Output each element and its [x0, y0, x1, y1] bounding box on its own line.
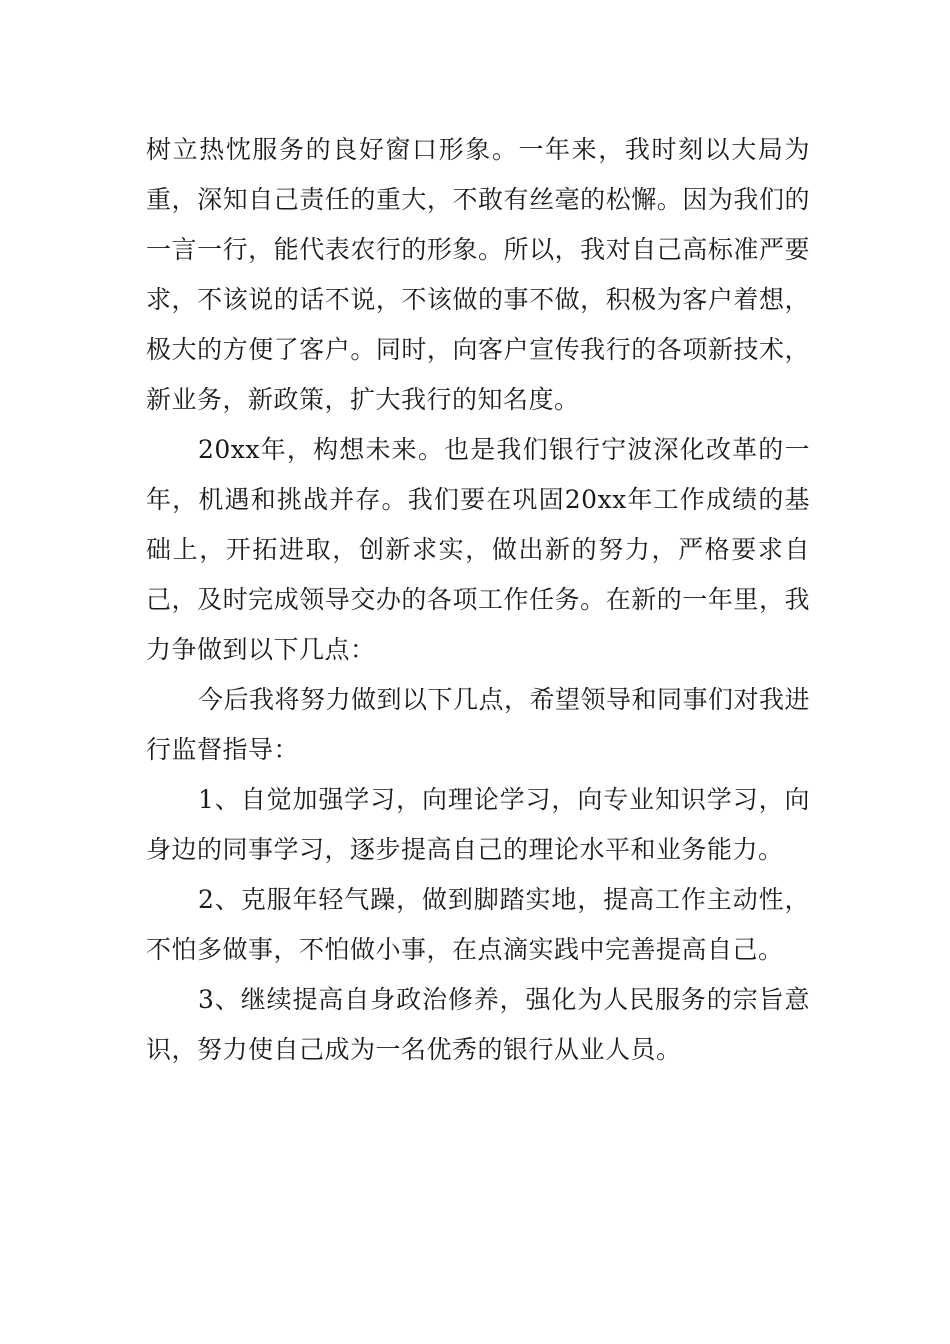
paragraph-future-outlook: 20xx年，构想未来。也是我们银行宁波深化改革的一年，机遇和挑战并存。我们要在巩固20xx年工作成绩的基础上，开拓进取，创新求实，做出新的努力，严格要求自己，及时完成领导交办的各项工作任务。在新的一年里，我力争做到以下几点： [146, 435, 810, 664]
paragraph-supervision-request: 今后我将努力做到以下几点，希望领导和同事们对我进行监督指导： [146, 685, 811, 764]
paragraph-point-2: 2、克服年轻气躁，做到脚踏实地，提高工作主动性，不怕多做事，不怕做小事，在点滴实践中完善提高自己。 [146, 885, 810, 964]
document-body [146, 125, 810, 1075]
paragraph-service-image: 树立热忱服务的良好窗口形象。一年来，我时刻以大局为重，深知自己责任的重大，不敢有丝毫的松懈。因为我们的一言一行，能代表农行的形象。所以，我对自己高标准严要求，不该说的话不说，不该做的事不做，积极为客户着想，极大的方便了客户。同时，向客户宣传我行的各项新技术，新业务，新政策，扩大我行的知名度。 [146, 135, 810, 414]
paragraph-point-1: 1、自觉加强学习，向理论学习，向专业知识学习，向身边的同事学习，逐步提高自己的理论水平和业务能力。 [146, 785, 810, 864]
paragraph-point-3: 3、继续提高自身政治修养，强化为人民服务的宗旨意识，努力使自己成为一名优秀的银行从业人员。 [146, 985, 810, 1064]
